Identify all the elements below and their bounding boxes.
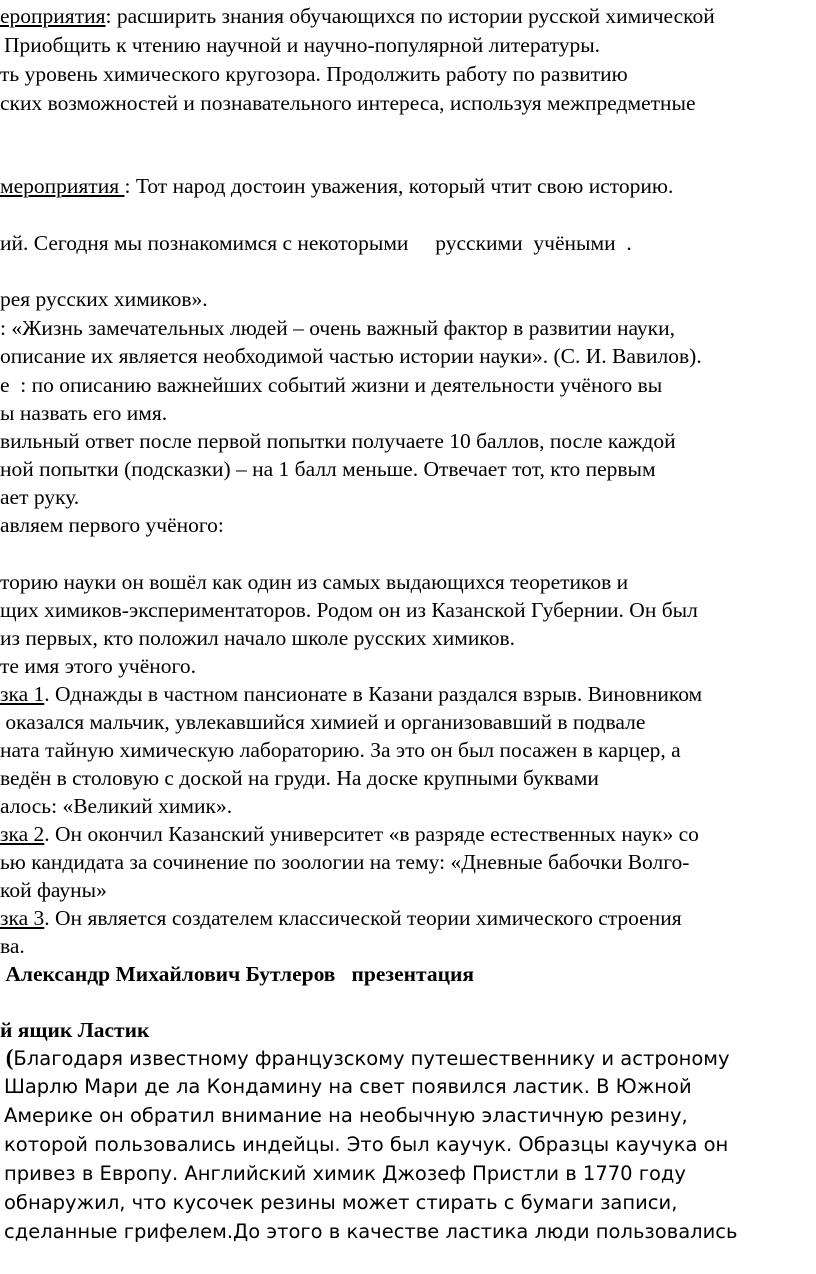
black-box-line-2: Шарлю Мари де ла Кондамину на свет появился ластик. В Южной bbox=[4, 1075, 692, 1098]
hint-1-line-3: ната тайную химическую лабораторию. За это он был посажен в карцер, а bbox=[0, 738, 681, 762]
desc-line-1: торию науки он вошёл как один из самых выдающихся теоретиков и bbox=[0, 570, 629, 594]
goal-line-4: ских возможностей и познавательного интереса, используя межпредметные bbox=[0, 91, 696, 115]
hint-1-line-1: зка 1. Однажды в частном пансионате в Казани раздался взрыв. Виновником bbox=[0, 682, 703, 706]
black-box-line-5: привез в Европу. Английский химик Джозеф Пристли в 1770 году bbox=[4, 1162, 686, 1185]
quote-line-2: описание их является необходимой частью истории науки». (С. И. Вавилов). bbox=[0, 344, 702, 368]
black-box-line-6: обнаружил, что кусочек резины может стирать с бумаги записи, bbox=[4, 1191, 678, 1214]
task-line-2: ы назвать его имя. bbox=[0, 401, 168, 425]
quote-line-1: : «Жизнь замечательных людей – очень важный фактор в развитии науки, bbox=[0, 316, 675, 340]
rules-line-1: вильный ответ после первой попытки получаете 10 баллов, после каждой bbox=[0, 429, 676, 453]
black-box-line-3: Америке он обратил внимание на необычную эластичную резину, bbox=[4, 1104, 688, 1127]
hint-1-line-5: алось: «Великий химик». bbox=[0, 794, 233, 818]
epigraph-label: мероприятия bbox=[0, 174, 125, 198]
task-line-1: е : по описанию важнейших событий жизни и деятельности учёного вы bbox=[0, 373, 663, 397]
hint-2-line-2: ью кандидата за сочинение по зоологии на тему: «Дневные бабочки Волго- bbox=[0, 850, 690, 874]
hint-3-label: зка 3 bbox=[0, 906, 45, 930]
goal-line-1: ероприятия: расширить знания обучающихся по истории русской химической bbox=[0, 4, 715, 28]
gallery-title: рея русских химиков». bbox=[0, 287, 208, 311]
answer-line: Александр Михайлович Бутлеров презентация bbox=[0, 962, 474, 986]
hint-2-line-3: кой фауны» bbox=[0, 878, 107, 902]
intro-line: ий. Сегодня мы познакомимся с некоторыми русскими учёными . bbox=[0, 231, 632, 255]
black-box-title: й ящик Ластик bbox=[0, 1018, 150, 1042]
hint-1-line-4: ведён в столовую с доской на груди. На доске крупными буквами bbox=[0, 766, 599, 790]
black-box-line-7: сделанные грифелем.До этого в качестве ластика люди пользовались bbox=[4, 1220, 738, 1243]
black-box-line-4: которой пользовались индейцы. Это был каучук. Образцы каучука он bbox=[4, 1133, 729, 1156]
hint-3-line-2: ва. bbox=[0, 934, 25, 958]
rules-line-2: ной попытки (подсказки) – на 1 балл меньше. Отвечает тот, кто первым bbox=[0, 457, 656, 481]
ask-line: те имя этого учёного. bbox=[0, 654, 196, 678]
goal-label: ероприятия bbox=[0, 4, 106, 28]
open-paren: ( bbox=[0, 1045, 14, 1070]
goal-line-2: Приобщить к чтению научной и научно-популярной литературы. bbox=[4, 33, 601, 57]
desc-line-2: щих химиков-экспериментаторов. Родом он из Казанской Губернии. Он был bbox=[0, 598, 698, 622]
desc-line-3: из первых, кто положил начало школе русских химиков. bbox=[0, 626, 516, 650]
goal-line-3: ть уровень химического кругозора. Продолжить работу по развитию bbox=[0, 62, 628, 86]
hint-1-line-2: оказался мальчик, увлекавшийся химией и организовавший в подвале bbox=[0, 710, 646, 734]
hint-3-line-1: зка 3. Он является создателем классической теории химического строения bbox=[0, 906, 682, 930]
hint-2-label: зка 2 bbox=[0, 822, 45, 846]
rules-line-3: ает руку. bbox=[0, 485, 80, 509]
black-box-line-1: (Благодаря известному французскому путешественнику и астроному bbox=[0, 1045, 730, 1070]
hint-2-line-1: зка 2. Он окончил Казанский университет «в разряде естественных наук» со bbox=[0, 822, 699, 846]
present-line: авляем первого учёного: bbox=[0, 513, 224, 537]
epigraph-line: мероприятия : Тот народ достоин уважения, который чтит свою историю. bbox=[0, 174, 674, 198]
hint-1-label: зка 1 bbox=[0, 682, 45, 706]
